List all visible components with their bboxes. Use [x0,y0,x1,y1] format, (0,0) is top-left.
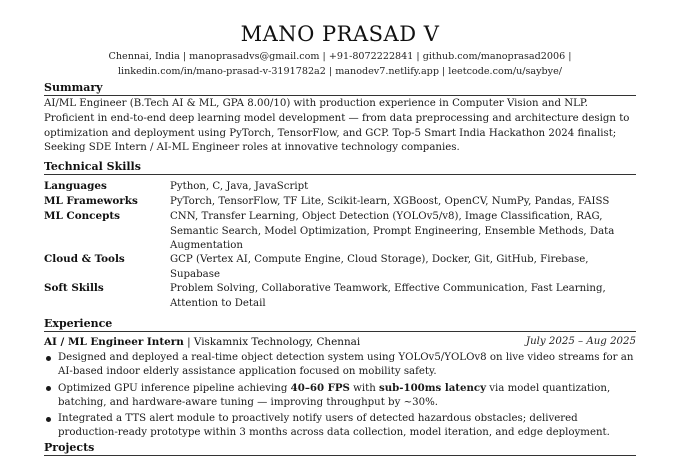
experience-rule [44,331,636,332]
experience-heading: Experience [44,317,113,330]
skill-label-cloud-tools: Cloud & Tools [44,253,125,265]
bullet-emphasis-fps: 40–60 FPS [290,381,350,394]
bullet-icon [46,356,51,361]
skill-label-languages: Languages [44,180,107,192]
list-item [44,351,640,379]
skill-value-ml-frameworks: PyTorch, TensorFlow, TF Lite, Scikit-learn, XGBoost, OpenCV, NumPy, Pandas, FAISS [170,196,610,207]
candidate-name: MANO PRASAD V [240,22,440,46]
skill-label-ml-frameworks: ML Frameworks [44,195,138,207]
summary-text: AI/ML Engineer (B.Tech AI & ML, GPA 8.00/10) with production experience in Computer Vision and NLP. Proficient in end-to-end deep learning model development — from data preprocessing and architecture design to optimization and deployment using PyTorch, TensorFlow, and GCP. Top-5 Smart India Hackathon 2024 finalist; Seeking SDE Intern / AI-ML Engineer roles at innovative technology companies. [44,98,630,154]
bullet-icon [46,417,51,422]
job-role: AI / ML Engineer Intern [44,336,184,348]
bullet-text: Integrated a TTS alert module to proactively notify users of detected hazardous obstacles; delivered production-ready prototype within 3 months across data collection, model iteration, and edge deployment. [58,412,610,439]
job-company: | Viskamnix Technology, Chennai [183,336,361,348]
contact-line-2: linkedin.com/in/mano-prasad-v-3191782a2 | manodev7.netlify.app | leetcode.com/u/saybye/ [117,66,563,77]
skill-label-ml-concepts: ML Concepts [44,210,121,222]
bullet-icon [46,386,51,391]
summary-heading: Summary [44,81,103,94]
bullet-text: Optimized GPU inference pipeline achieving [58,382,291,394]
skill-value-languages: Python, C, Java, JavaScript [170,181,309,192]
bullet-emphasis-latency: sub-100ms latency [379,381,487,394]
job-dates: July 2025 – Aug 2025 [526,336,636,347]
projects-heading: Projects [44,441,95,454]
bullet-text: with [349,382,380,394]
skills-heading: Technical Skills [44,160,141,173]
list-item [44,412,640,440]
skill-label-soft-skills: Soft Skills [44,282,104,294]
projects-rule [44,455,636,456]
job-title [44,336,360,348]
contact-line-1: Chennai, India | manoprasadvs@gmail.com | +91-8072222841 | github.com/manoprasad2006 | [108,51,572,62]
bullet-text: via model quantization, batching, and hardware-aware tuning — improving throughput by ~30%. [58,382,611,409]
skills-rule [44,174,636,175]
summary-rule [44,95,636,96]
skill-value-cloud-tools: GCP (Vertex AI, Compute Engine, Cloud Storage), Docker, Git, GitHub, Firebase, Supabase [170,254,589,280]
list-item [44,381,640,410]
experience-bullets [44,351,640,442]
bullet-text: Designed and deployed a real-time object detection system using YOLOv5/YOLOv8 on live video streams for an AI-based indoor elderly assistance application focused on mobility safety. [58,352,634,378]
skill-value-ml-concepts: CNN, Transfer Learning, Object Detection (YOLOv5/v8), Image Classification, RAG, Semantic Search, Model Optimization, Prompt Engineering, Ensemble Methods, Data Augmentation [170,211,615,251]
skill-value-soft-skills: Problem Solving, Collaborative Teamwork, Effective Communication, Fast Learning, Attention to Detail [170,283,606,309]
